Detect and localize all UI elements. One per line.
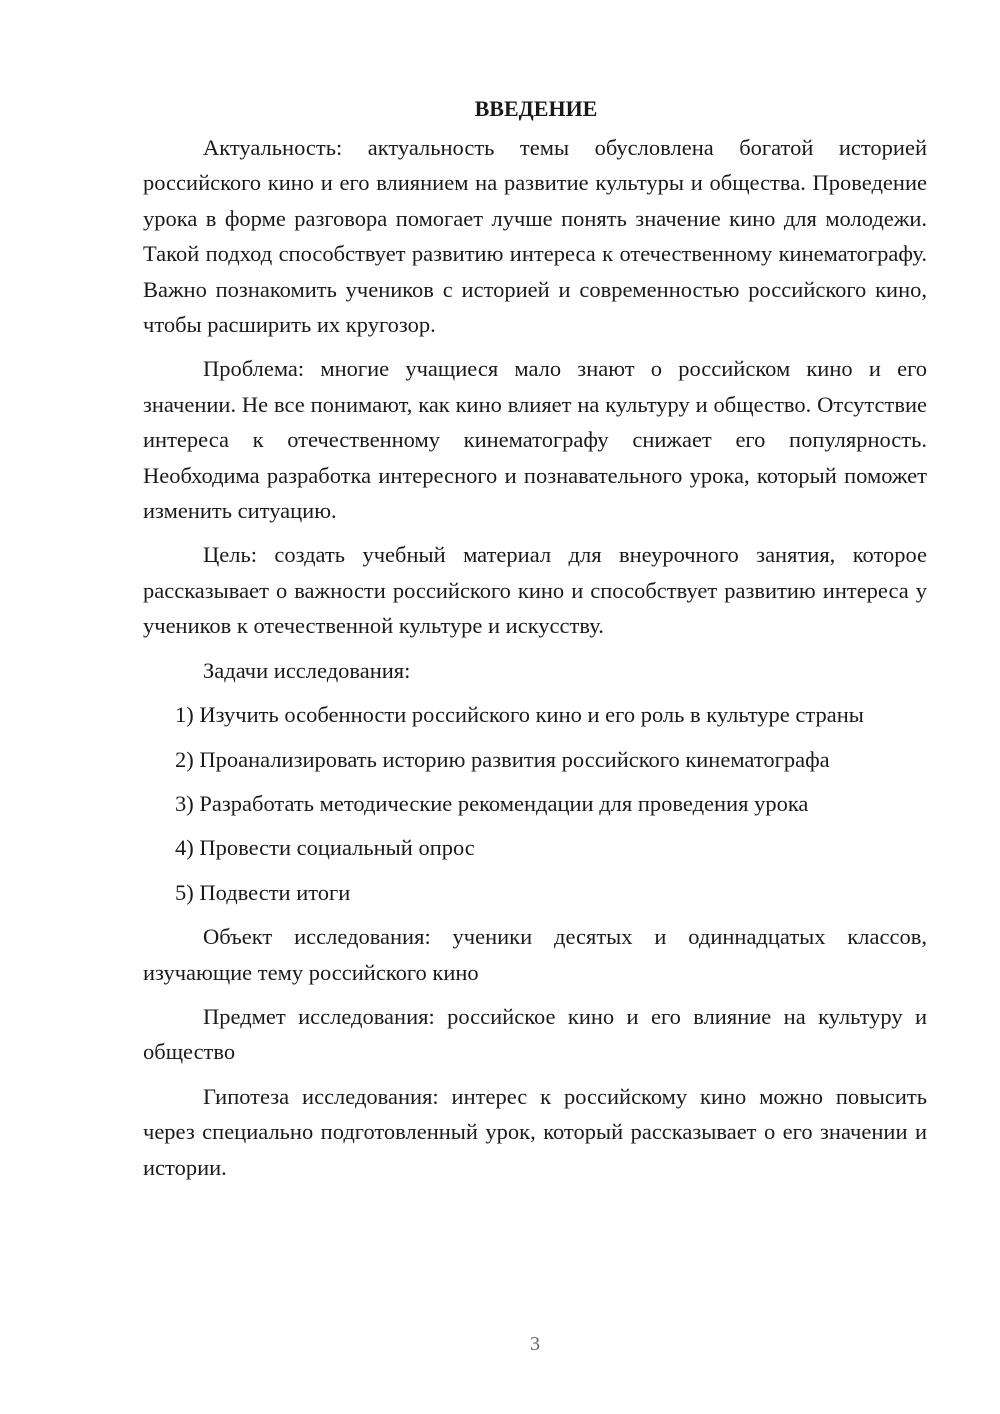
paragraph-goal: Цель: создать учебный материал для внеурочного занятия, которое рассказывает о важности российского кино и способствует развитию интереса у учеников к отечественной культуре и искусству. (143, 542, 927, 639)
task-item-3: 3) Разработать методические рекомендации для проведения урока (175, 790, 809, 816)
task-item-2: 2) Проанализировать историю развития российского кинематографа (175, 746, 830, 772)
paragraph-problem: Проблема: многие учащиеся мало знают о российском кино и его значении. Не все понимают, как кино влияет на культуру и общество. Отсутствие интереса к отечественному кинематографу снижает его популярность. Необходима разработка интересного и познавательного урока, который поможет изменить ситуацию. (143, 356, 927, 524)
task-item-5: 5) Подвести итоги (175, 879, 351, 905)
paragraph-subject: Предмет исследования: российское кино и его влияние на культуру и общество (143, 1003, 927, 1065)
paragraph-relevance: Актуальность: актуальность темы обусловлена богатой историей российского кино и его влиянием на развитие культуры и общества. Проведение урока в форме разговора помогает лучше понять значение кино для молодежи. Такой подход способствует развитию интереса к отечественному кинематографу. Важно познакомить учеников с историей и современностью российского кино, чтобы расширить их кругозор. (143, 135, 927, 338)
task-item-1: 1) Изучить особенности российского кино и его роль в культуре страны (175, 702, 864, 728)
paragraph-hypothesis: Гипотеза исследования: интерес к российскому кино можно повысить через специально подготовленный урок, который рассказывает о его значении и истории. (143, 1083, 927, 1180)
task-item-4: 4) Провести социальный опрос (175, 835, 475, 861)
section-title: ВВЕДЕНИЕ (474, 96, 598, 121)
document-page (143, 92, 927, 1194)
paragraph-object: Объект исследования: ученики десятых и одиннадцатых классов, изучающие тему российского кино (143, 924, 927, 985)
paragraph-tasks-heading: Задачи исследования: (203, 657, 411, 683)
page-number: 3 (530, 1333, 540, 1355)
